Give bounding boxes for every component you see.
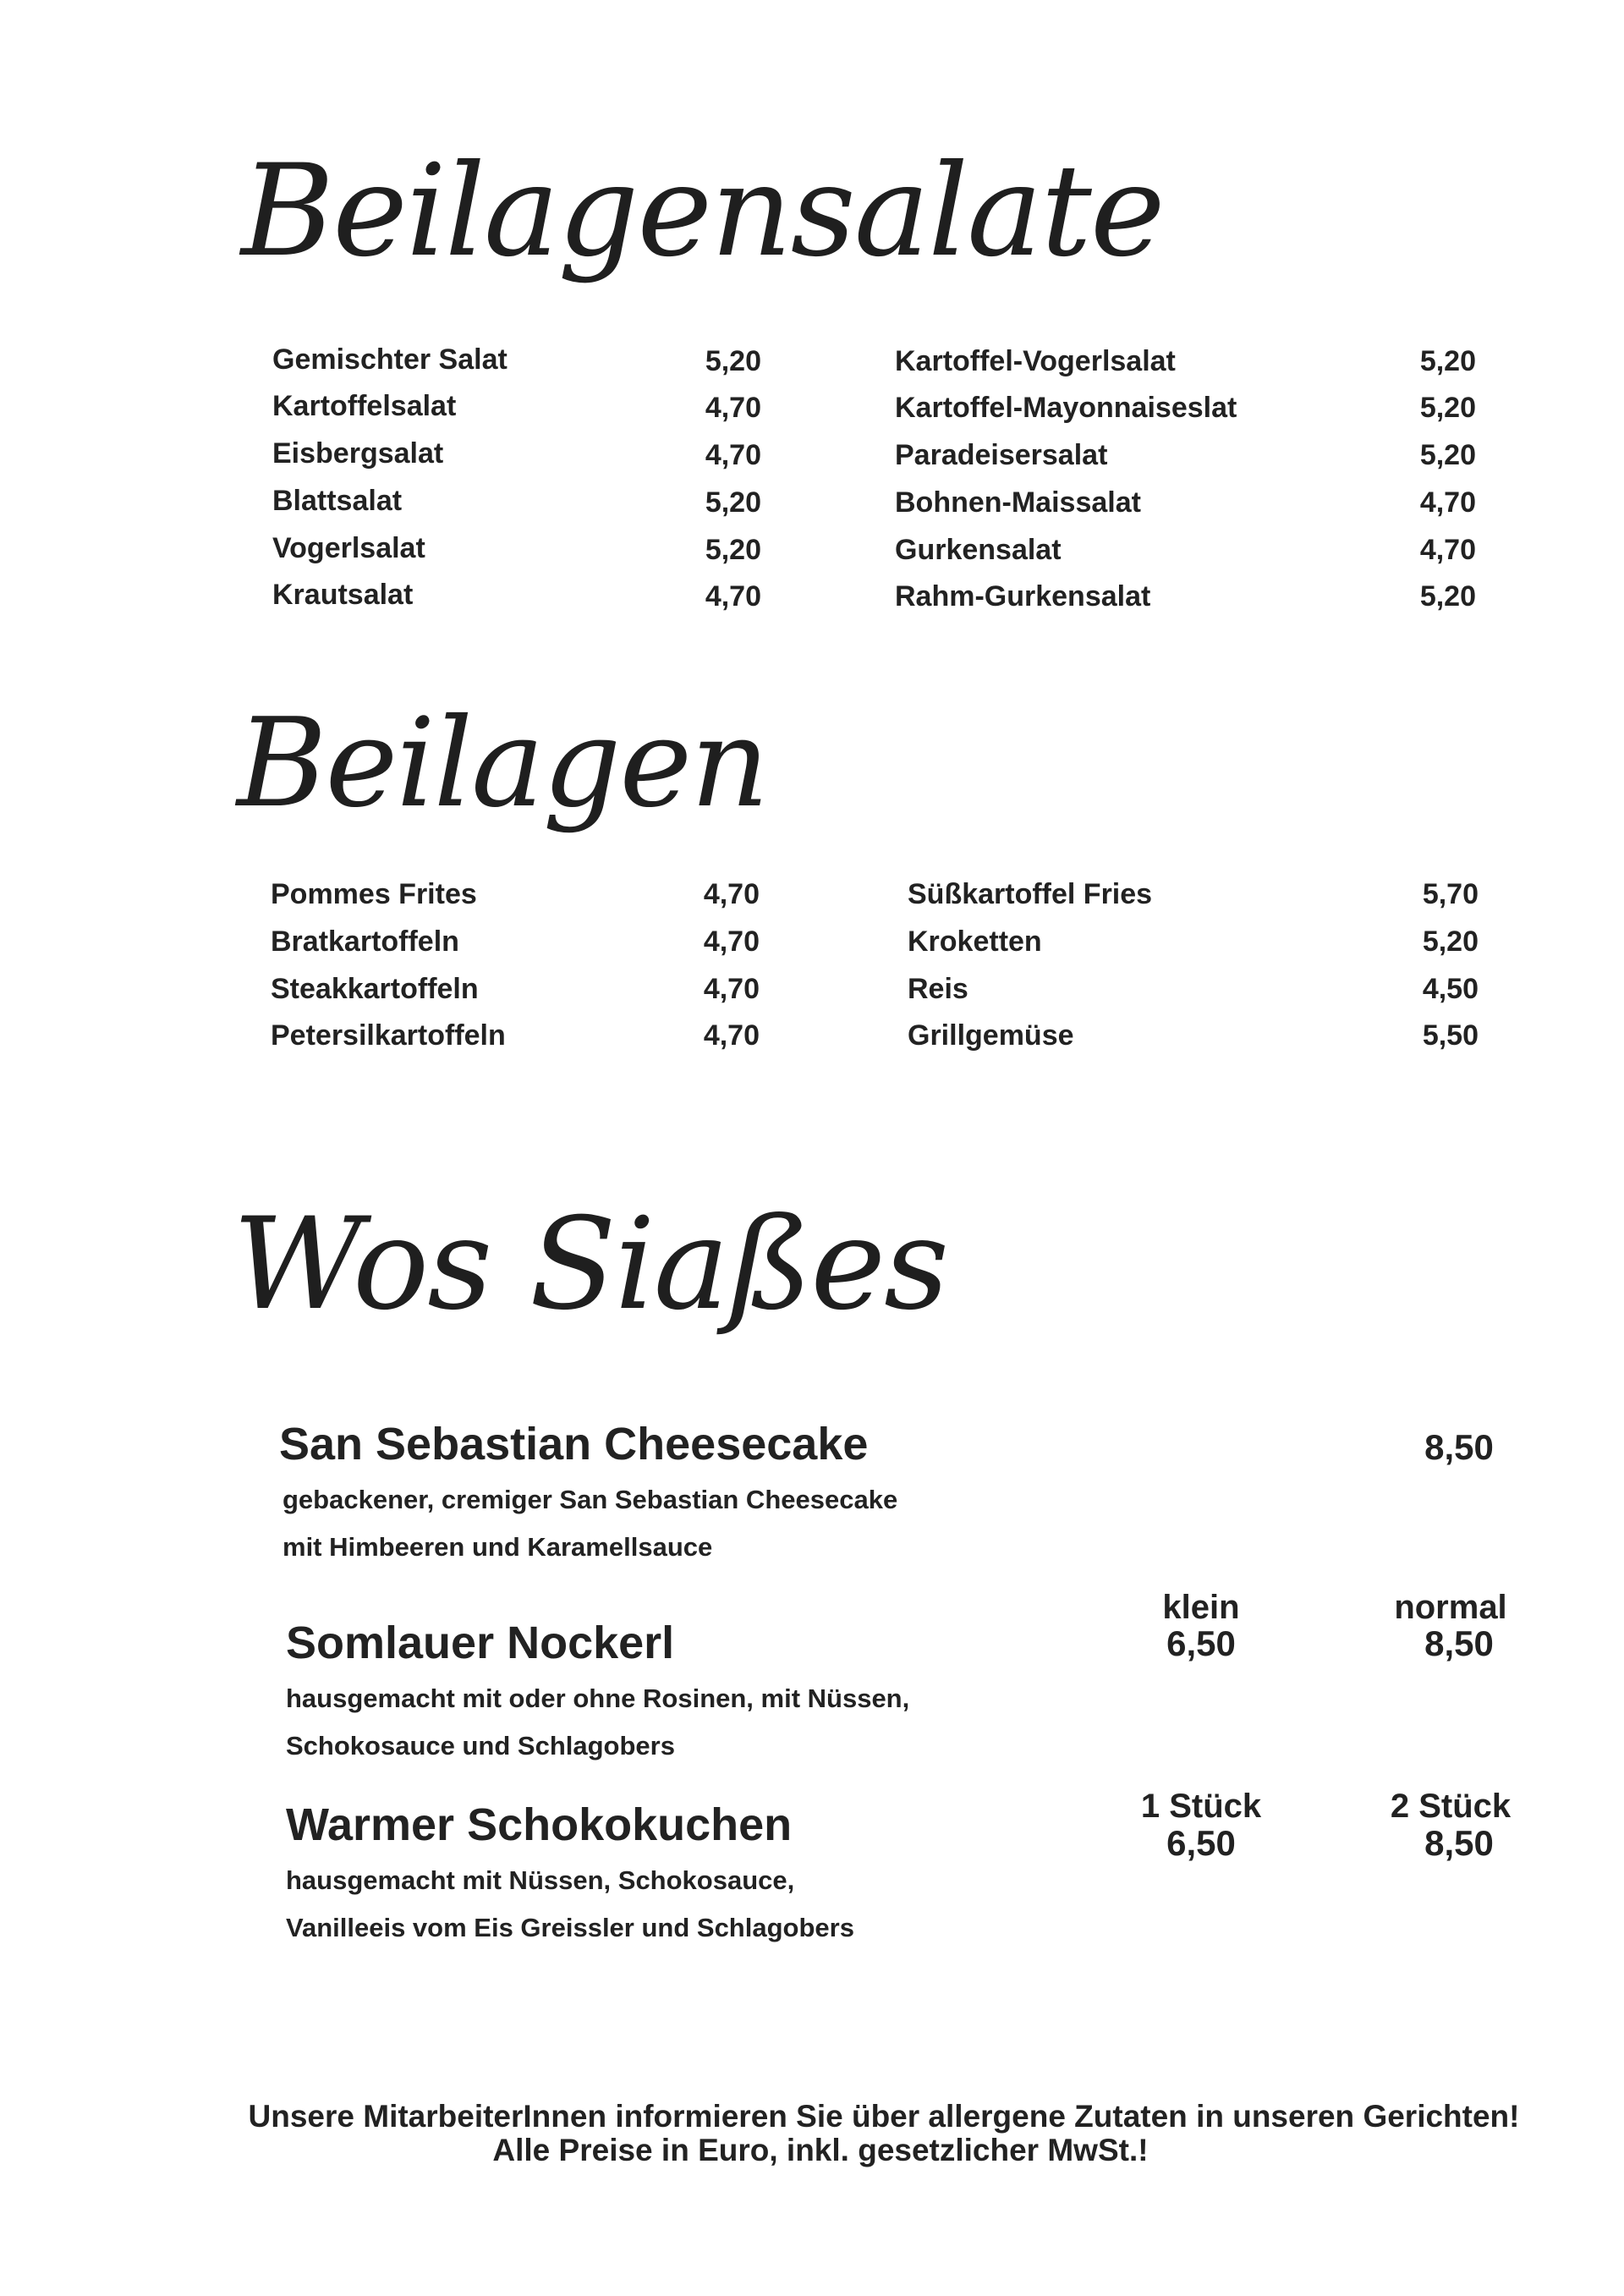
list-item-name: Bohnen-Maissalat — [895, 486, 1141, 519]
list-item-price: 4,70 — [703, 973, 760, 1005]
list-item-price: 5,20 — [1419, 392, 1476, 424]
dessert-description — [283, 1476, 897, 1571]
footer-note — [0, 2100, 1624, 2167]
list-item-name: Kroketten — [908, 926, 1042, 958]
list-item-price: 5,20 — [1419, 580, 1476, 612]
list-item-price: 4,70 — [1419, 534, 1476, 566]
list-item-name: Vogerlsalat — [272, 532, 425, 564]
size-label-small: klein — [1162, 1589, 1240, 1626]
list-item-name: Pommes Frites — [271, 878, 477, 910]
list-item-price: 5,50 — [1422, 1019, 1479, 1052]
size-price-two-pieces: 8,50 — [1424, 1823, 1494, 1863]
list-item-price: 5,20 — [705, 534, 761, 566]
list-item-name: Reis — [908, 973, 968, 1005]
dessert-title: Somlauer Nockerl — [286, 1618, 675, 1668]
list-item-name: Gurkensalat — [895, 534, 1062, 566]
size-label-one-piece: 1 Stück — [1140, 1788, 1262, 1825]
description-line: mit Himbeeren und Karamellsauce — [283, 1532, 713, 1562]
list-item-name: Rahm-Gurkensalat — [895, 580, 1151, 612]
list-item-price: 4,70 — [1419, 486, 1476, 519]
list-item-name: Süßkartoffel Fries — [908, 878, 1153, 910]
list-item-name: Blattsalat — [272, 485, 403, 517]
list-item-name: Paradeisersalat — [895, 439, 1108, 471]
list-item-name: Krautsalat — [272, 579, 414, 611]
list-item-price: 5,20 — [705, 486, 761, 519]
size-price-normal: 8,50 — [1424, 1623, 1494, 1663]
list-item-price: 4,70 — [703, 878, 760, 910]
dessert-description — [286, 1857, 854, 1952]
list-item-name: Kartoffelsalat — [272, 390, 457, 422]
list-item-price: 4,70 — [703, 926, 760, 958]
price-notice: Alle Preise in Euro, inkl. gesetzlicher MwSt.! — [492, 2133, 1149, 2167]
dessert-title: Warmer Schokokuchen — [286, 1799, 793, 1850]
list-item-price: 5,20 — [705, 345, 761, 377]
description-line: hausgemacht mit oder ohne Rosinen, mit Nüssen, — [286, 1684, 910, 1713]
list-item-name: Petersilkartoffeln — [271, 1019, 506, 1052]
list-item-price: 4,50 — [1422, 973, 1479, 1005]
description-line: gebackener, cremiger San Sebastian Cheesecake — [283, 1485, 898, 1514]
description-line: hausgemacht mit Nüssen, Schokosauce, — [286, 1865, 795, 1895]
size-price-small: 6,50 — [1166, 1623, 1236, 1663]
list-item-price: 5,20 — [1419, 345, 1476, 377]
allergen-notice: Unsere MitarbeiterInnen informieren Sie über allergene Zutaten in unseren Gerichten! — [248, 2099, 1520, 2134]
list-item-name: Grillgemüse — [908, 1019, 1074, 1052]
list-item-price: 5,20 — [1419, 439, 1476, 471]
list-item-name: Kartoffel-Mayonnaiseslat — [895, 392, 1237, 424]
section-heading-desserts: Wos Siaßes — [233, 1191, 948, 1338]
section-heading-sides: Beilagen — [237, 692, 768, 835]
list-item-price: 4,70 — [703, 1019, 760, 1052]
section-heading-salads: Beilagensalate — [241, 138, 1164, 285]
list-item-price: 4,70 — [705, 580, 761, 612]
list-item-price: 5,70 — [1422, 878, 1479, 910]
list-item-price: 4,70 — [705, 392, 761, 424]
list-item-price: 4,70 — [705, 439, 761, 471]
list-item-name: Bratkartoffeln — [271, 926, 459, 958]
size-price-one-piece: 6,50 — [1166, 1823, 1236, 1863]
list-item-name: Eisbergsalat — [272, 437, 444, 470]
size-label-two-pieces: 2 Stück — [1390, 1788, 1512, 1825]
list-item-name: Steakkartoffeln — [271, 973, 479, 1005]
description-line: Schokosauce und Schlagobers — [286, 1731, 675, 1760]
dessert-price: 8,50 — [1424, 1427, 1494, 1467]
list-item-price: 5,20 — [1422, 926, 1479, 958]
description-line: Vanilleeis vom Eis Greissler und Schlagobers — [286, 1913, 854, 1942]
list-item-name: Kartoffel-Vogerlsalat — [895, 345, 1176, 377]
size-label-normal: normal — [1394, 1589, 1507, 1626]
dessert-description — [286, 1675, 909, 1770]
list-item-name: Gemischter Salat — [272, 343, 508, 376]
dessert-title: San Sebastian Cheesecake — [279, 1419, 869, 1469]
